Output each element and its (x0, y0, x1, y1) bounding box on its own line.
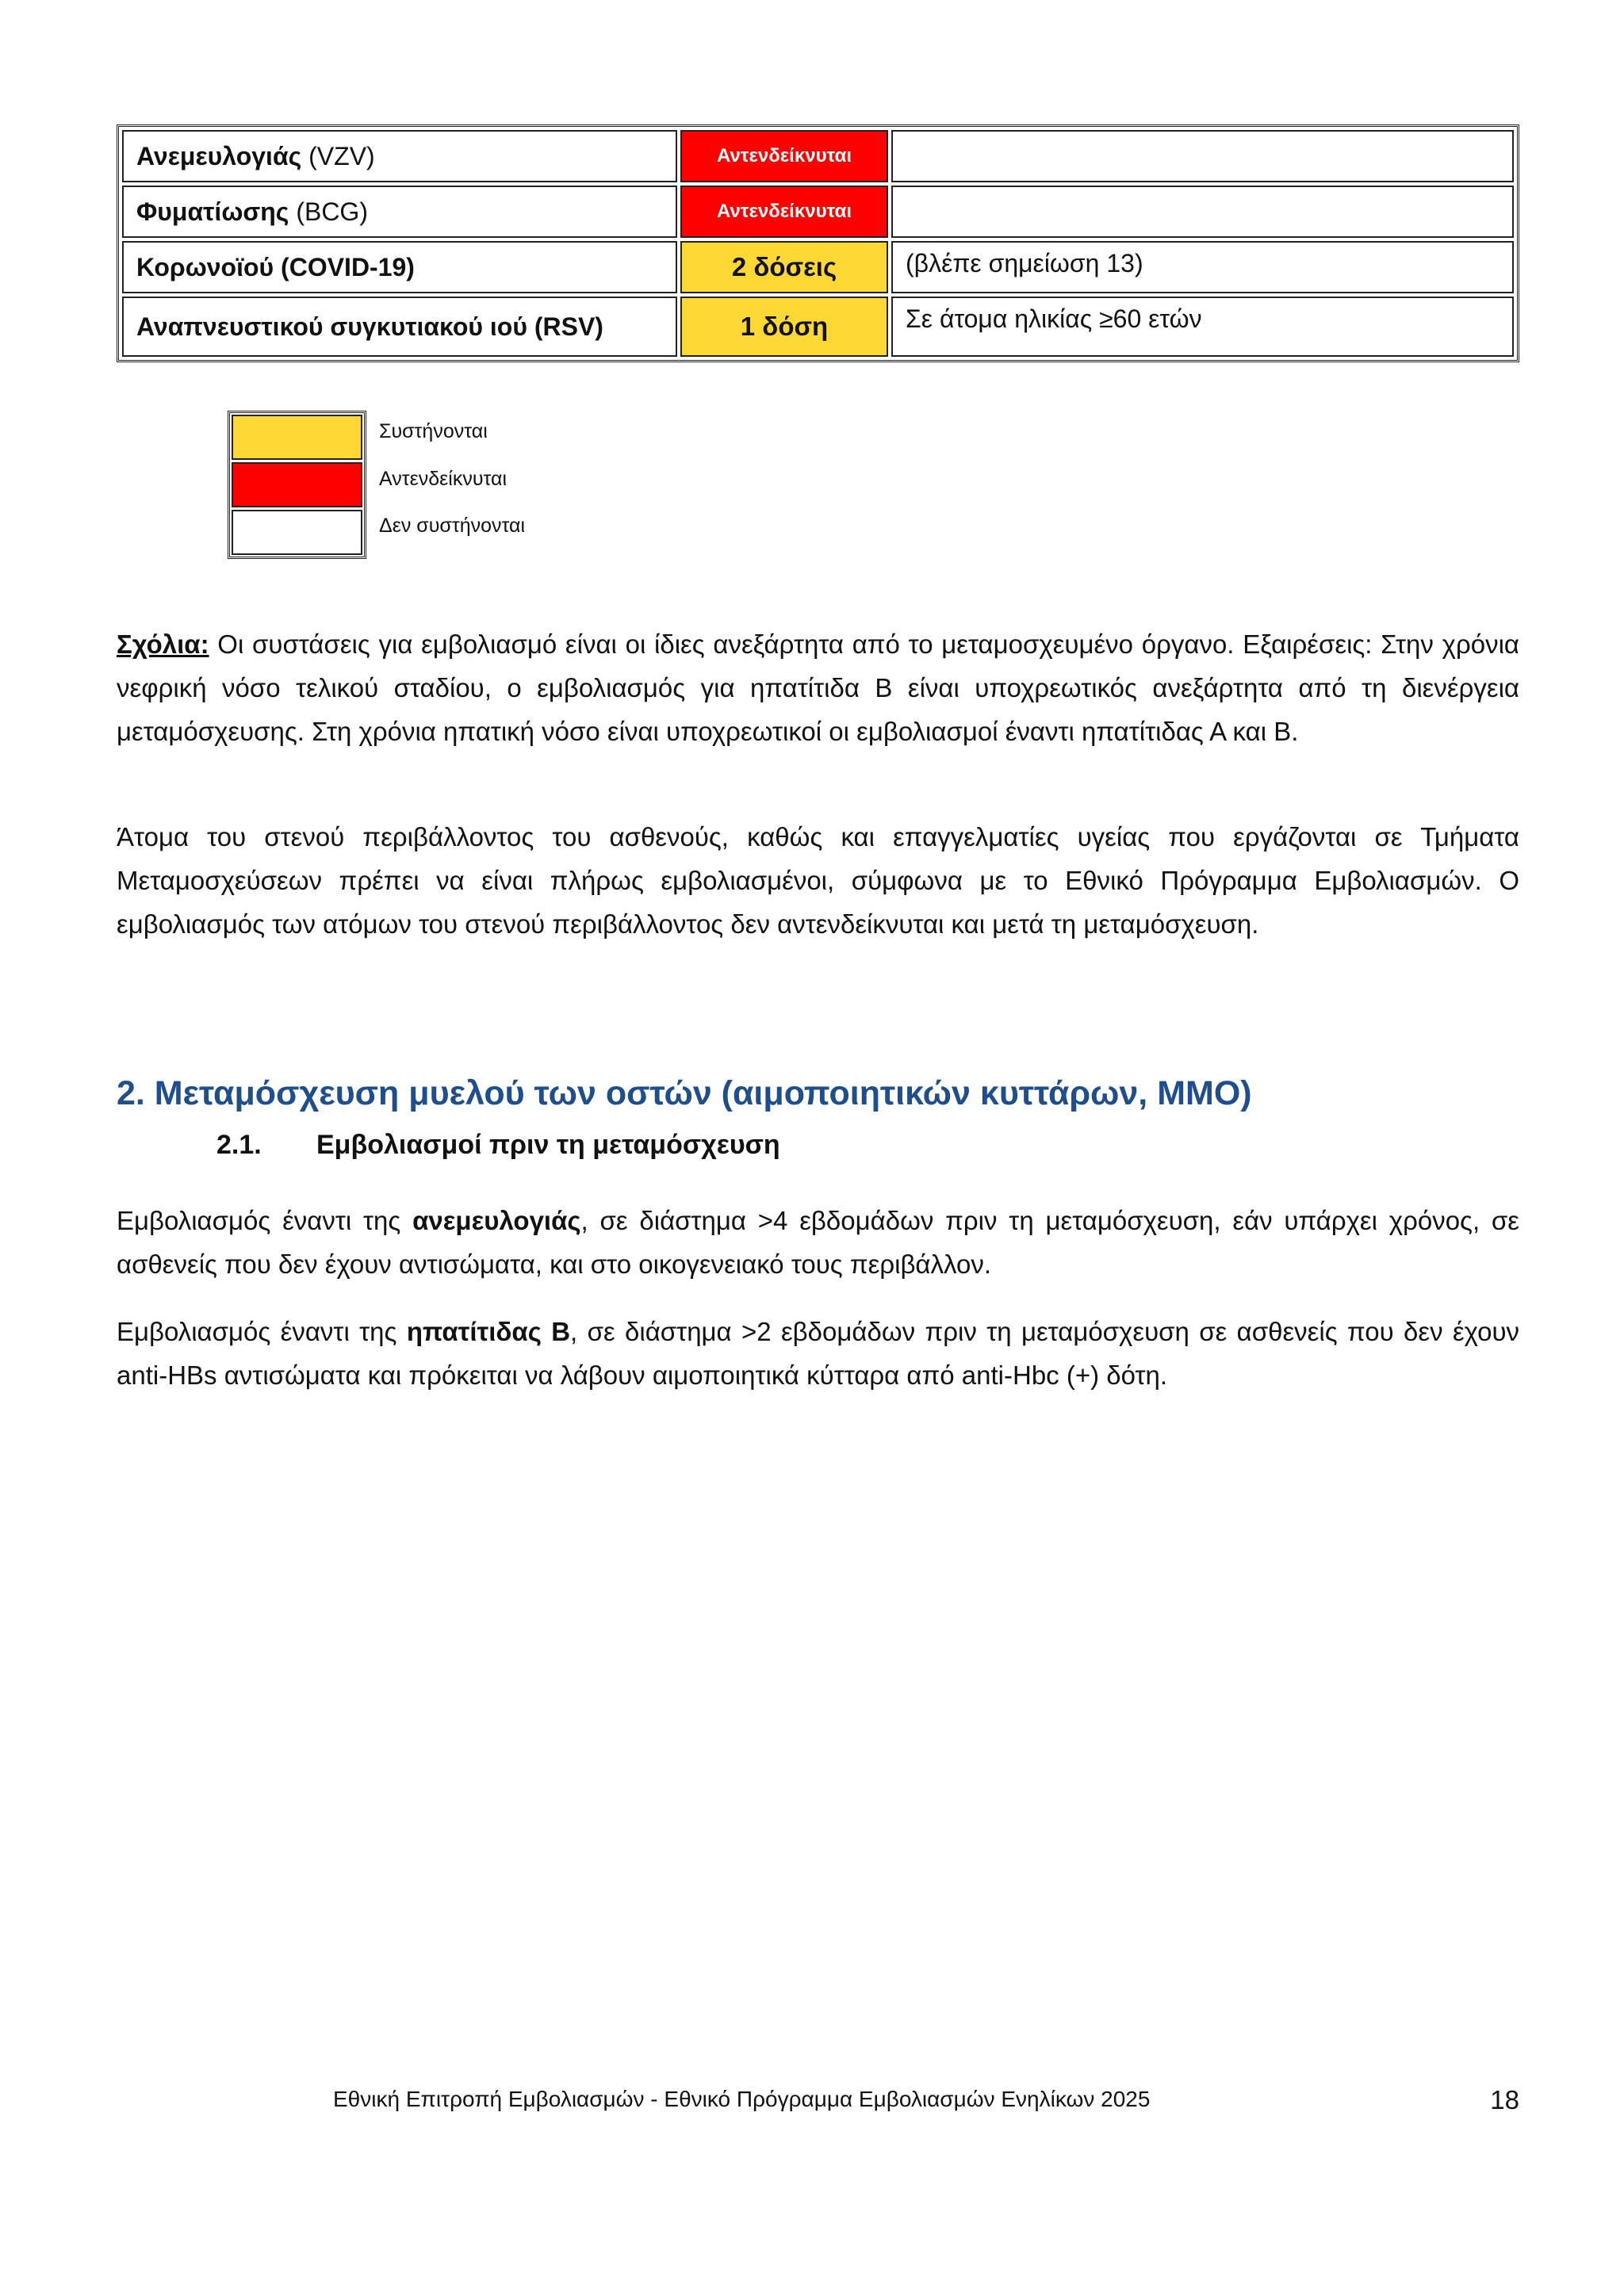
section-heading: 2. Μεταμόσχευση μυελού των οστών (αιμοποιητικών κυττάρων, ΜΜΟ) (117, 1074, 1252, 1112)
status-cell-contraindicated: Αντενδείκνυται (680, 130, 888, 182)
subsection-title: Εμβολιασμοί πριν τη μεταμόσχευση (316, 1130, 780, 1160)
status-cell-contraindicated: Αντενδείκνυται (680, 186, 888, 238)
vaccine-name-cell (122, 241, 677, 293)
table-row (122, 297, 1514, 357)
page-number: 18 (1490, 2085, 1519, 2114)
varicella-text-post: , σε διάστημα >4 εβδομάδων πριν τη μεταμόσχευση, εάν υπάρχει χρόνος, σε ασθενείς που δεν έχουν αντισώματα, και στο οικογενειακό τους περιβάλλον. (117, 1206, 1520, 1279)
legend-swatch-not-recommended (232, 510, 362, 555)
varicella-paragraph (117, 1199, 1519, 1286)
comments-label: Σχόλια: (117, 629, 209, 659)
vaccine-name: Αναπνευστικού συγκυτιακού ιού (RSV) (136, 312, 603, 341)
note-cell: Σε άτομα ηλικίας ≥60 ετών (891, 297, 1514, 357)
hepb-text-pre: Εμβολιασμός έναντι της (117, 1317, 407, 1346)
varicella-text-pre: Εμβολιασμός έναντι της (117, 1206, 413, 1235)
table-row (122, 241, 1514, 293)
note-cell: (βλέπε σημείωση 13) (891, 241, 1514, 293)
contacts-paragraph: Άτομα του στενού περιβάλλοντος του ασθενούς, καθώς και επαγγελματίες υγείας που εργάζονται σε Τμήματα Μεταμοσχεύσεων πρέπει να είναι πλήρως εμβολιασμένοι, σύμφωνα με το Εθνικό Πρόγραμμα Εμβολιασμών. Ο εμβολιασμός των ατόμων του στενού περιβάλλοντος δεν αντενδείκνυται και μετά τη μεταμόσχευση. (117, 822, 1519, 939)
hepatitis-b-paragraph (117, 1310, 1519, 1397)
status-cell-recommended: 2 δόσεις (680, 241, 888, 293)
legend-label-not-recommended: Δεν συστήνονται (379, 515, 526, 537)
subsection-number: 2.1. (216, 1130, 262, 1160)
varicella-text-bold: ανεμευλογιάς (412, 1206, 581, 1235)
vaccine-abbrev: (VZV) (301, 141, 375, 170)
vaccine-name-cell (122, 130, 677, 182)
page-footer: Εθνική Επιτροπή Εμβολιασμών - Εθνικό Πρόγραμμα Εμβολιασμών Ενηλίκων 2025 (333, 2087, 1151, 2111)
legend-label-contraindicated: Αντενδείκνυται (379, 468, 508, 490)
legend-swatch-recommended (232, 415, 362, 460)
note-cell (891, 130, 1514, 182)
legend-swatch-contraindicated (232, 462, 362, 507)
subsection-heading (216, 1130, 780, 1161)
status-cell-recommended: 1 δόση (680, 297, 888, 357)
legend-swatches (228, 411, 366, 559)
comments-paragraph (117, 622, 1519, 753)
vaccine-name-cell (122, 297, 677, 357)
vaccine-name: Φυματίωσης (136, 197, 289, 226)
vaccine-name: Ανεμευλογιάς (136, 141, 302, 170)
table-row (122, 186, 1514, 238)
table-row (122, 130, 1514, 182)
comments-text: Οι συστάσεις για εμβολιασμό είναι οι ίδιες ανεξάρτητα από το μεταμοσχευμένο όργανο. Εξαιρέσεις: Στην χρόνια νεφρική νόσο τελικού σταδίου, ο εμβολιασμός για ηπατίτιδα Β είναι υποχρεωτικός ανεξάρτητα από τη διενέργεια μεταμόσχευσης. Στη χρόνια ηπατική νόσο είναι υποχρεωτικοί οι εμβολιασμοί έναντι ηπατίτιδας Α και Β. (117, 629, 1519, 746)
vaccine-name: Κορωνοϊού (COVID-19) (136, 252, 415, 281)
note-cell (891, 186, 1514, 238)
hepb-text-post: , σε διάστημα >2 εβδομάδων πριν τη μεταμόσχευση σε ασθενείς που δεν έχουν anti-HBs αντισώματα και πρόκειται να λάβουν αιμοποιητικά κύτταρα από anti-Hbc (+) δότη. (117, 1317, 1519, 1390)
vaccine-abbrev: (BCG) (289, 197, 368, 226)
vaccine-name-cell (122, 186, 677, 238)
hepb-text-bold: ηπατίτιδας Β (406, 1317, 571, 1346)
vaccine-table (117, 124, 1519, 362)
legend-label-recommended: Συστήνονται (379, 420, 488, 442)
